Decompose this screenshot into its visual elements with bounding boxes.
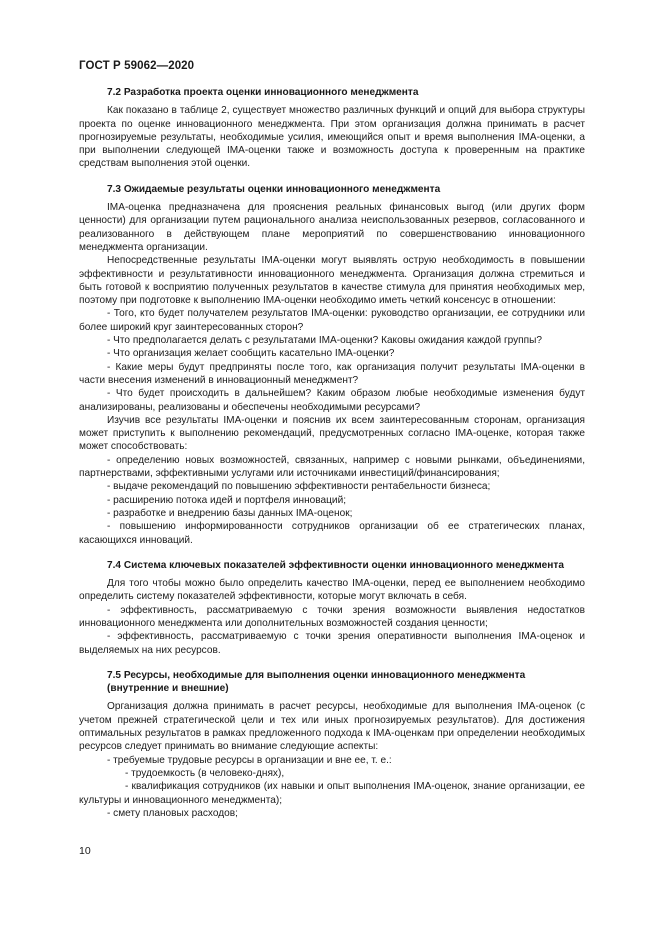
list-item: - повышению информированности сотрудников организации об ее стратегических планах, касающихся инноваций. [79,521,585,546]
list-item: - эффективность, рассматриваемую с точки зрения возможности выявления недостатков инновационного менеджмента или дополнительных возможностей создания ценности; [79,604,585,629]
section-7-5-heading: 7.5 Ресурсы, необходимые для выполнения оценки инновационного менеджмента [107,669,526,681]
list-item: - Что предполагается делать с результатами IMA-оценки? Каковы ожидания каждой группы? [107,335,542,347]
list-item: - смету плановых расходов; [107,807,238,819]
list-item: - выдаче рекомендаций по повышению эффективности рентабельности бизнеса; [107,481,491,493]
sub-list-item: - квалификация сотрудников (их навыки и опыт выполнения IMA-оценок, знание организации, ее культуры и инновационного менеджмента); [79,781,585,806]
section-7-3-paragraph-3: Изучив все результаты IMA-оценки и пояснив их всем заинтересованным сторонам, организация может приступить к выполнению рекомендаций, предусмотренных согласно IMA-оценке, которая также может способствовать: [79,414,585,453]
list-item: - Что будет происходить в дальнейшем? Каким образом любые необходимые изменения будут анализированы, реализованы и обеспечены необходимыми ресурсами? [79,388,585,413]
section-7-5-heading-continued: (внутренние и внешние) [107,683,229,695]
section-7-2-paragraph: Как показано в таблице 2, существует множество различных функций и опций для выбора структуры проекта по оценке инновационного менеджмента. При этом организация должна принимать в расчет прогнозируемые результаты, необходимые усилия, имеющийся опыт и время выполнения IMA-оценки, а при выполнении следующей IMA-оценки также и возможность доступа к проверенным на практике средствам выполнения этой оценки. [79,105,585,170]
list-item: - Того, кто будет получателем результатов IMA-оценки: руководство организации, ее сотрудники или более широкий круг заинтересованных сторон? [79,308,585,333]
list-item: - эффективность, рассматриваемую с точки зрения оперативности выполнения IMA-оценок и выделяемых на них ресурсов. [79,631,585,656]
standard-header: ГОСТ Р 59062—2020 [79,60,195,72]
document-body [79,86,585,820]
section-7-5-paragraph: Организация должна принимать в расчет ресурсы, необходимые для выполнения IMA-оценок (с учетом прежней стратегической цели и тех или иных прогнозируемых результатов). Для достижения оптимальных результатов в рамках предложенного подхода к IMA-оценкам при определении необходимых ресурсов следует принимать во внимание следующие аспекты: [79,701,585,753]
list-item: - Какие меры будут предприняты после того, как организация получит результаты IMA-оценки в части внесения изменений в инновационный менеджмент? [79,361,585,386]
section-7-3-paragraph-2: Непосредственные результаты IMA-оценки могут выявлять острую необходимость в повышении эффективности и результативности инновационного менеджмента. Организация должна стремиться и быть готовой к восприятию полученных результатов в качестве стимула для принятия необходимых мер, поэтому при подготовке к выполнению IMA-оценки необходимо иметь четкий консенсус в отношении: [79,255,585,307]
list-item: - требуемые трудовые ресурсы в организации и вне ее, т. е.: [107,754,392,766]
page-number: 10 [79,845,91,857]
section-7-4-heading: 7.4 Система ключевых показателей эффективности оценки инновационного менеджмента [107,559,564,571]
section-7-3-heading: 7.3 Ожидаемые результаты оценки инновационного менеджмента [107,183,441,195]
list-item: - определению новых возможностей, связанных, например с новыми рынками, объединениями, партнерствами, эффективными услугами или источниками инвестиций/финансирования; [79,454,585,480]
sub-list-item: - трудоемкость (в человеко-днях), [125,767,285,779]
section-7-2-heading: 7.2 Разработка проекта оценки инновационного менеджмента [107,87,419,98]
list-item: - Что организация желает сообщить касательно IMA-оценки? [107,348,395,360]
list-item: - расширению потока идей и портфеля инноваций; [107,494,347,506]
section-7-3-paragraph-1: IMA-оценка предназначена для прояснения реальных финансовых выгод (или других форм ценности) для организации путем рационального анализа неиспользованных резервов, согласованного и реализованного в действующем плане мероприятий по совершенствованию инновационного менеджмента организации. [79,202,585,253]
list-item: - разработке и внедрению базы данных IMA-оценок; [107,507,353,519]
section-7-4-paragraph: Для того чтобы можно было определить качество IMA-оценки, перед ее выполнением необходимо определить систему показателей эффективности, которые могут включать в себя. [79,578,585,603]
